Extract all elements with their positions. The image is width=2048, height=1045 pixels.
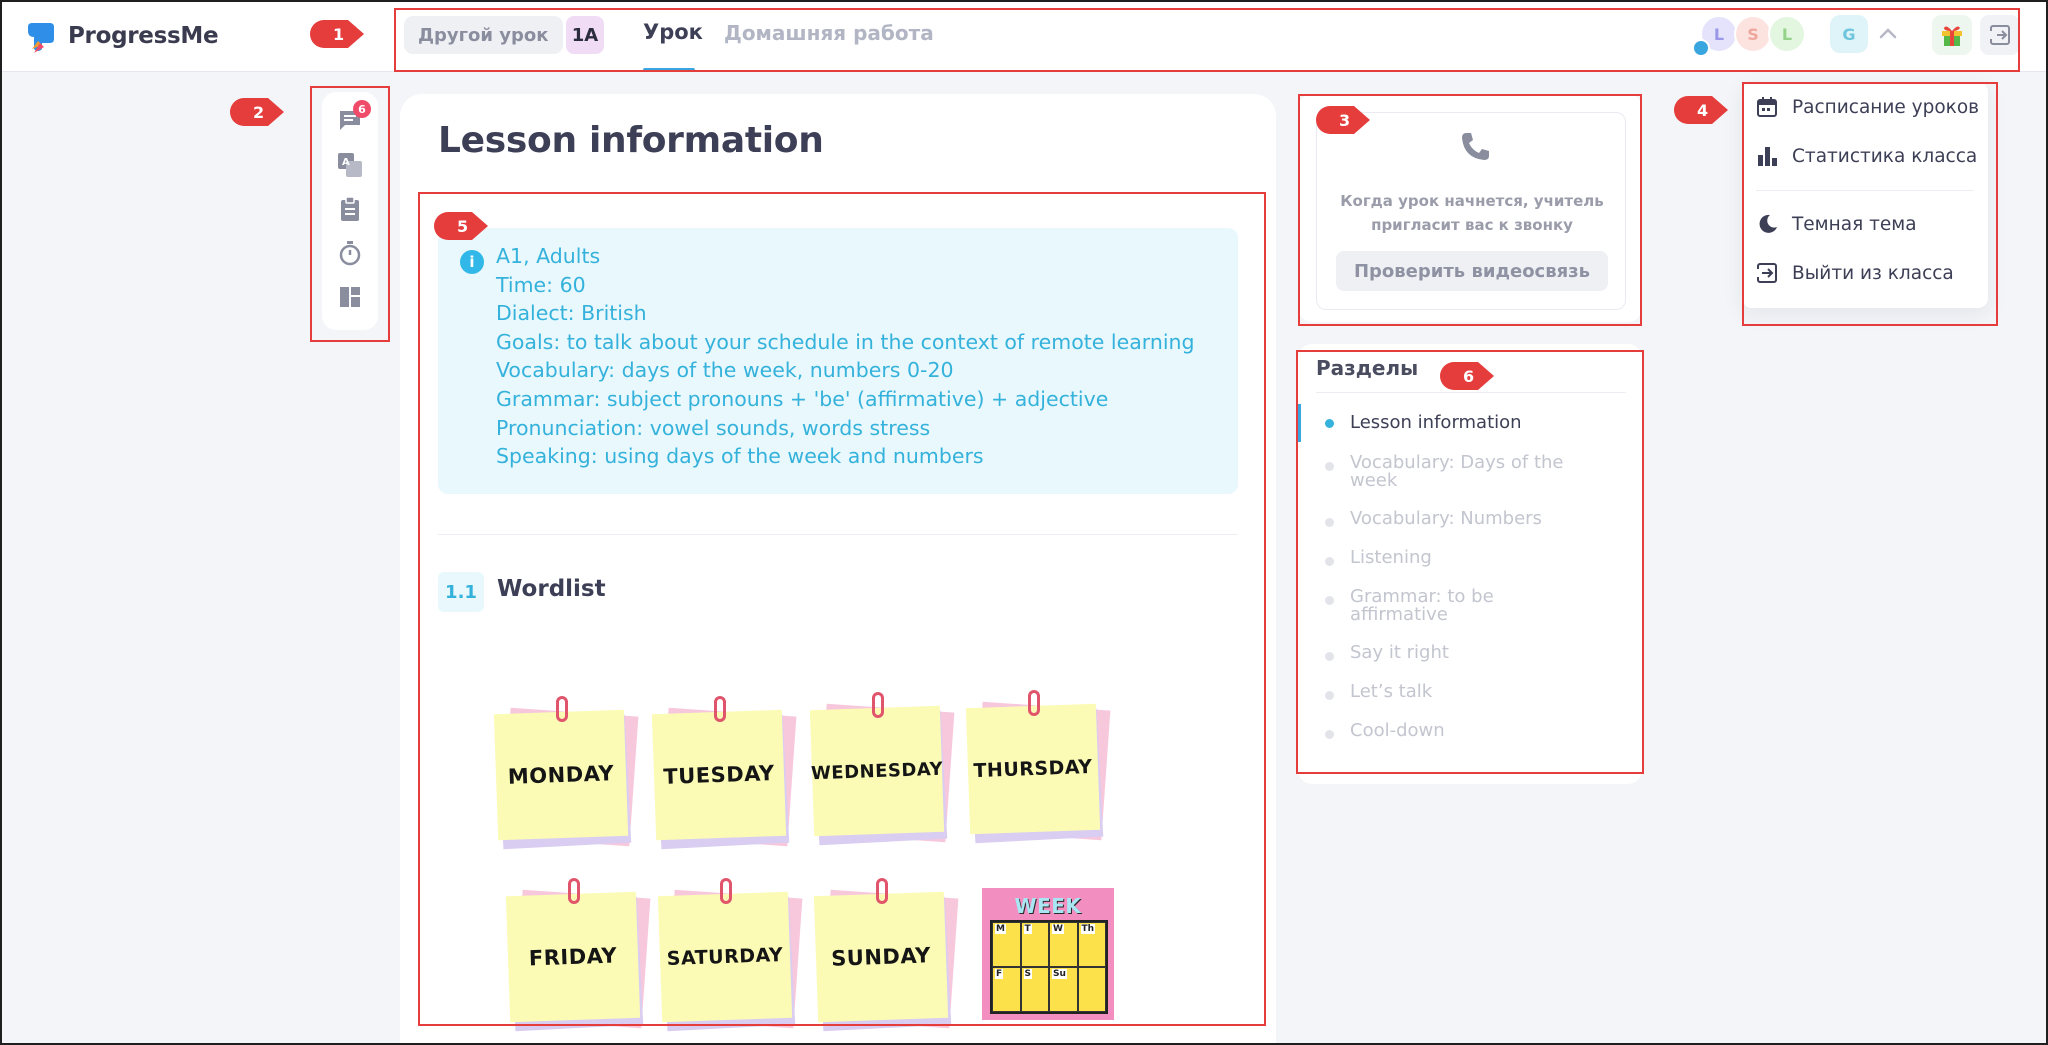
section-dot bbox=[1325, 419, 1334, 428]
word-label: SUNDAY bbox=[830, 943, 932, 971]
paperclip-icon bbox=[1028, 690, 1040, 716]
logo-text: ProgressMe bbox=[68, 23, 219, 49]
section-dot bbox=[1325, 691, 1334, 700]
paperclip-icon bbox=[720, 878, 732, 904]
guest-avatar[interactable]: G bbox=[1830, 15, 1868, 53]
menu-item-leave-class[interactable] bbox=[1756, 258, 1954, 288]
menu-item-label: Темная тема bbox=[1792, 213, 1917, 235]
week-title: WEEK bbox=[1014, 894, 1082, 918]
phone-icon bbox=[1457, 129, 1493, 165]
wordlist-card-thursday[interactable] bbox=[968, 702, 1106, 840]
menu-item-label: Расписание уроков bbox=[1792, 96, 1980, 118]
section-number: 1.1 bbox=[438, 572, 484, 612]
notes-tool[interactable] bbox=[335, 194, 365, 224]
lesson-info-box bbox=[438, 228, 1238, 494]
section-dot bbox=[1325, 730, 1334, 739]
gift-icon bbox=[1939, 22, 1965, 48]
translate-tool[interactable] bbox=[335, 150, 365, 180]
paperclip-icon bbox=[568, 878, 580, 904]
section-label: Vocabulary: Days of the week bbox=[1350, 452, 1564, 491]
wordlist-card-friday[interactable] bbox=[508, 890, 646, 1028]
clipboard-icon bbox=[338, 196, 362, 222]
week-cell-label: T bbox=[1024, 924, 1031, 934]
wordlist-card-monday[interactable] bbox=[496, 708, 634, 846]
menu-item-dark-theme[interactable] bbox=[1756, 209, 1917, 239]
section-dot bbox=[1325, 652, 1334, 661]
paperclip-icon bbox=[714, 696, 726, 722]
word-label: SATURDAY bbox=[666, 943, 784, 971]
chat-badge: 6 bbox=[353, 100, 371, 118]
divider bbox=[438, 534, 1238, 535]
class-badge[interactable]: 1A bbox=[566, 16, 604, 54]
tab-lesson[interactable]: Урок bbox=[643, 20, 703, 44]
word-label: THURSDAY bbox=[973, 755, 1093, 783]
info-line: A1, Adults bbox=[496, 244, 601, 268]
other-lesson-button[interactable]: Другой урок bbox=[404, 16, 563, 54]
translate-icon bbox=[336, 151, 364, 179]
section-item-say-it-right[interactable] bbox=[1325, 644, 1605, 662]
divider bbox=[1316, 392, 1626, 393]
word-label: MONDAY bbox=[507, 761, 615, 789]
info-line: Time: 60 bbox=[496, 272, 586, 297]
sections-title: Разделы bbox=[1316, 356, 1419, 380]
info-line: Speaking: using days of the week and numbers bbox=[496, 444, 984, 469]
bar-chart-icon bbox=[1756, 145, 1778, 167]
menu-item-label: Выйти из класса bbox=[1792, 262, 1954, 284]
week-cell-label: F bbox=[996, 969, 1003, 979]
section-label: Listening bbox=[1350, 547, 1432, 568]
wordlist-card-week[interactable] bbox=[982, 888, 1114, 1020]
lesson-info-list bbox=[496, 242, 1195, 471]
word-label: FRIDAY bbox=[528, 943, 618, 971]
chat-tool[interactable] bbox=[335, 102, 366, 136]
paperclip-icon bbox=[872, 692, 884, 718]
marker-number: 1 bbox=[333, 25, 345, 44]
info-line: Goals: to talk about your schedule in the context of remote learning bbox=[496, 329, 1195, 354]
teacher-crown-icon bbox=[1692, 39, 1710, 57]
marker-number: 5 bbox=[457, 217, 469, 236]
svg-text:A: A bbox=[342, 157, 350, 168]
paperclip-icon bbox=[876, 878, 888, 904]
class-menu bbox=[1742, 82, 1988, 308]
section-item-cool-down[interactable] bbox=[1325, 722, 1605, 740]
week-cell-label: Th bbox=[1081, 924, 1095, 934]
participant-avatar[interactable]: L bbox=[1768, 15, 1806, 53]
section-item-vocabulary-days[interactable] bbox=[1325, 454, 1605, 490]
section-item-listening[interactable] bbox=[1325, 549, 1605, 567]
video-call-panel bbox=[1316, 112, 1626, 310]
layout-tool[interactable] bbox=[335, 282, 365, 312]
exit-icon bbox=[1756, 262, 1778, 284]
moon-icon bbox=[1756, 213, 1778, 235]
section-dot bbox=[1325, 518, 1334, 527]
annotation-marker bbox=[432, 210, 490, 242]
check-video-button[interactable]: Проверить видеосвязь bbox=[1336, 251, 1608, 291]
wordlist-card-saturday[interactable] bbox=[660, 890, 798, 1028]
marker-number: 6 bbox=[1463, 367, 1475, 386]
page-title: Lesson information bbox=[438, 120, 824, 161]
section-dot bbox=[1325, 596, 1334, 605]
layout-icon bbox=[338, 285, 362, 309]
week-calendar-grid bbox=[990, 920, 1108, 1014]
annotation-marker bbox=[228, 96, 286, 128]
section-title: Wordlist bbox=[497, 576, 606, 602]
menu-item-schedule[interactable] bbox=[1756, 92, 1979, 122]
exit-icon bbox=[1988, 23, 2012, 47]
info-icon: i bbox=[460, 250, 484, 274]
wordlist-card-tuesday[interactable] bbox=[654, 708, 792, 846]
week-cell-label: M bbox=[996, 924, 1005, 934]
section-label: Let’s talk bbox=[1350, 681, 1433, 702]
info-line: Grammar: subject pronouns + 'be' (affirmative) + adjective bbox=[496, 386, 1109, 411]
active-tab-indicator bbox=[643, 68, 695, 72]
section-item-vocabulary-numbers[interactable] bbox=[1325, 510, 1605, 528]
section-dot bbox=[1325, 557, 1334, 566]
week-cell-label: S bbox=[1024, 969, 1031, 979]
section-label: Lesson information bbox=[1350, 412, 1522, 433]
calendar-icon bbox=[1756, 96, 1778, 118]
section-item-grammar[interactable] bbox=[1325, 588, 1605, 624]
exit-button[interactable] bbox=[1980, 15, 2020, 55]
word-label: WEDNESDAY bbox=[810, 758, 944, 784]
section-dot bbox=[1325, 462, 1334, 471]
info-line: Dialect: British bbox=[496, 301, 647, 326]
sections-panel bbox=[1298, 344, 1642, 784]
paperclip-icon bbox=[556, 696, 568, 722]
marker-number: 2 bbox=[253, 103, 265, 122]
week-cell-label: Su bbox=[1053, 969, 1066, 979]
annotation-marker bbox=[1438, 360, 1496, 392]
annotation-marker bbox=[1314, 104, 1372, 136]
info-line: Pronunciation: vowel sounds, words stress bbox=[496, 415, 931, 440]
section-label: Say it right bbox=[1350, 642, 1449, 663]
call-info-text: Когда урок начнется, учитель пригласит вас к звонку bbox=[1340, 192, 1604, 234]
gift-button[interactable] bbox=[1932, 15, 1972, 55]
participant-avatar[interactable]: L bbox=[1700, 15, 1738, 53]
timer-icon bbox=[337, 240, 363, 266]
logo[interactable] bbox=[24, 16, 218, 56]
menu-item-class-stats[interactable] bbox=[1756, 141, 1977, 171]
section-label: Grammar: to be affirmative bbox=[1350, 586, 1494, 625]
section-label: Vocabulary: Numbers bbox=[1350, 508, 1542, 529]
section-item-lets-talk[interactable] bbox=[1325, 683, 1605, 701]
section-label: Cool-down bbox=[1350, 720, 1445, 741]
annotation-marker bbox=[1672, 94, 1730, 126]
chevron-up-icon[interactable] bbox=[1876, 22, 1900, 46]
wordlist-card-wednesday[interactable] bbox=[812, 704, 950, 842]
week-cell-label: W bbox=[1053, 924, 1063, 934]
tools-panel bbox=[322, 92, 378, 330]
word-label: TUESDAY bbox=[662, 761, 775, 789]
active-section-indicator bbox=[1298, 404, 1301, 442]
marker-number: 3 bbox=[1339, 111, 1351, 130]
timer-tool[interactable] bbox=[335, 238, 365, 268]
menu-item-label: Статистика класса bbox=[1792, 145, 1978, 167]
annotation-marker bbox=[308, 18, 366, 50]
marker-number: 4 bbox=[1697, 101, 1709, 120]
info-line: Vocabulary: days of the week, numbers 0-20 bbox=[496, 358, 954, 383]
section-item-lesson-information[interactable] bbox=[1325, 411, 1605, 435]
participant-avatar[interactable]: S bbox=[1734, 15, 1772, 53]
divider bbox=[1756, 190, 1974, 191]
logo-icon bbox=[24, 19, 58, 53]
wordlist-card-sunday[interactable] bbox=[816, 890, 954, 1028]
tab-homework[interactable]: Домашняя работа bbox=[724, 21, 934, 45]
